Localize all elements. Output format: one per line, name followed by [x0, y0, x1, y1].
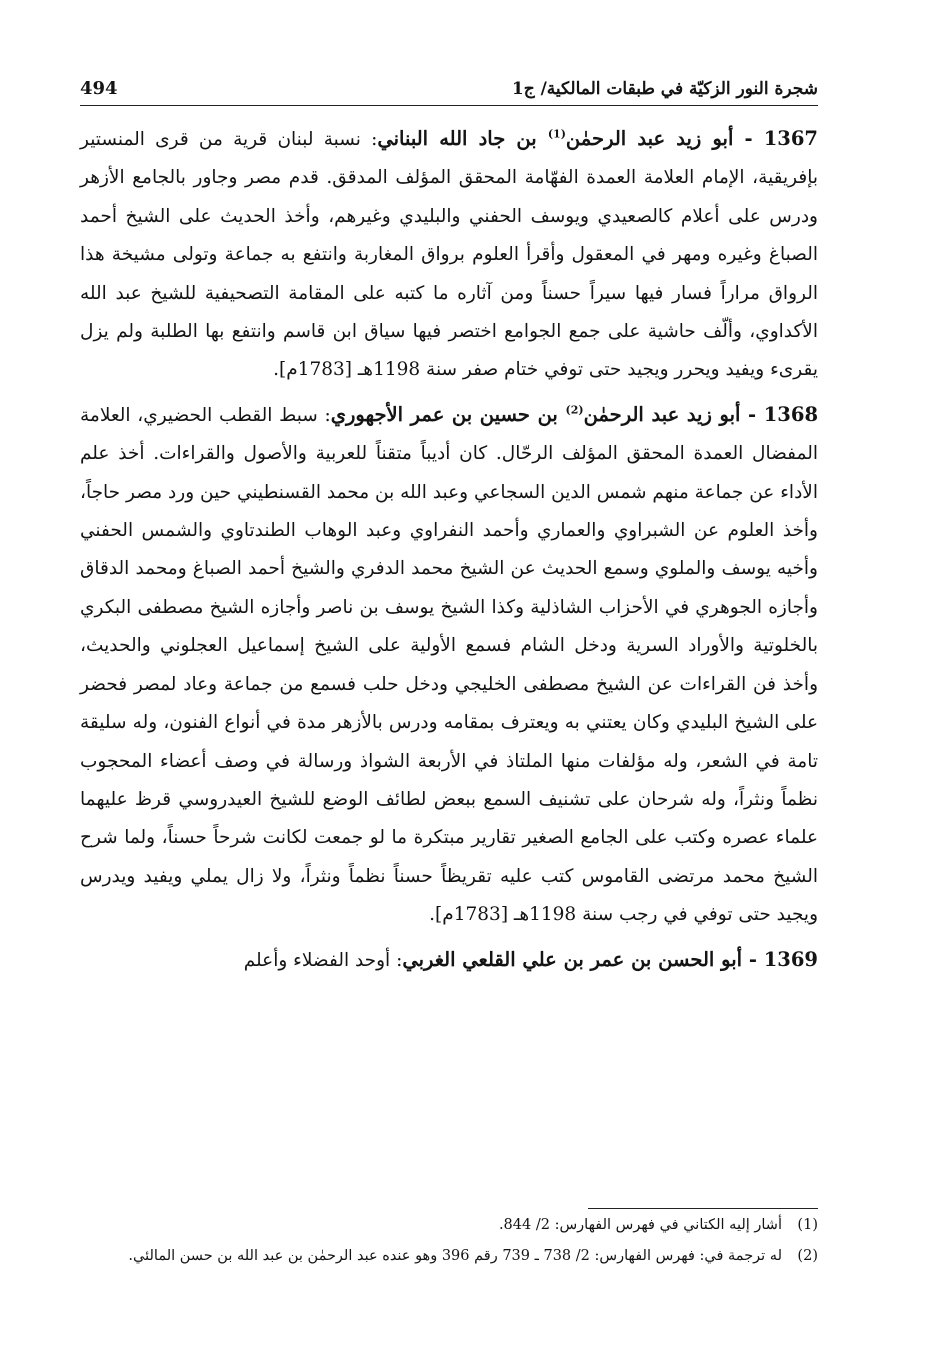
running-header: [80, 78, 818, 106]
entry-text: : أوحد الفضلاء وأعلم: [243, 949, 403, 971]
entry-text: : نسبة لبنان قرية من قرى المنستير بإفريقية، الإمام العلامة العمدة الفهّامة المحقق المؤلف المدقق. قدم مصر وجاور بالجامع الأزهر ودرس على أعلام كالصعيدي ويوسف الحفني والبليدي وغيرهم، وأخذ الحديث على الشيخ أحمد الصباغ وغيره ومهر في المعقول وأقرأ العلوم برواق المغاربة وانتفع به جماعة وتولى مشيخة هذا الرواق مراراً فسار فيها سيراً حسناً ومن آثاره ما كتبه على المقامة التصحيفية للشيخ عبد الله الأكداوي، وألّف حاشية على جمع الجوامع اختصر فيها سياق ابن قاسم وانتفع بها الطلبة ولم يزل يقرىء ويفيد ويحرر ويجيد حتى توفي ختام صفر سنة 1198هـ [1783م].: [80, 129, 818, 381]
footnote-rule: [588, 1208, 818, 1209]
footnote-mark: (2): [797, 1248, 818, 1264]
entry-text: : سبط القطب الحضيري، العلامة المفضال العمدة المحقق المؤلف الرحّال. كان أديباً متقناً للعربية والأصول والقراءات. أخذ علم الأداء عن جماعة منهم شمس الدين السجاعي وعبد الله بن محمد القسنطيني حين ورد مصر حاجاً، وأخذ العلوم عن الشبراوي والعماري وأحمد النفراوي وعبد الوهاب الطندتاوي والشمس الحفني وأخيه يوسف والملوي وسمع الحديث عن الشيخ محمد الدفري والشيخ أحمد الصباغ ومحمد الدقاق وأجازه الجوهري في الأحزاب الشاذلية وكذا الشيخ يوسف بن ناصر وأجازه الشيخ مصطفى البكري بالخلوتية والأوراد السرية ودخل الشام فسمع الأولية على الشيخ إسماعيل العجلوني والحديث، وأخذ فن القراءات عن الشيخ مصطفى الخليجي ودخل حلب فسمع من جماعة وعاد لمصر فحضر على الشيخ البليدي وكان يعتني به ويعترف بمقامه ودرس بالأزهر مدة في أنواع الفنون، وله سليقة تامة في الشعر، وله مؤلفات منها الملتاذ في الأربعة الشواذ ورسالة في وصف أعضاء المحجوب نظماً ونثراً، وله شرحان على تشنيف السمع ببعض لطائف الوضع للشيخ العيدروسي قرظ عليهما علماء عصره وكتب على الجامع الصغير تقارير مبتكرة ما لو جمعت لكانت شرحاً حسناً، ولما شرح الشيخ محمد مرتضى القاموس كتب عليه تقريظاً حسناً نظماً ونثراً، ولا زال يملي ويفيد ويدرس ويجيد حتى توفي في رجب سنة 1198هـ [1783م].: [79, 404, 818, 926]
page-number: 494: [80, 78, 118, 99]
entry-name: أبو زيد عبد الرحمٰن: [583, 402, 741, 426]
entry-1367: [80, 120, 818, 390]
entry-heading: [331, 403, 818, 426]
footnote-2: [80, 1242, 818, 1271]
footnote-ref[interactable]: (1): [547, 127, 566, 141]
entry-name-rest: بن جاد الله البناني: [377, 127, 548, 150]
footnote-mark: (1): [797, 1217, 818, 1233]
footnote-ref[interactable]: (2): [565, 403, 584, 417]
entry-heading: [402, 948, 818, 971]
running-title: شجرة النور الزكيّة في طبقات المالكية/ ج1: [511, 79, 818, 99]
entry-name: أبو زيد عبد الرحمٰن: [565, 127, 734, 150]
entry-1369: [80, 941, 818, 980]
entry-separator: -: [740, 402, 764, 426]
footnotes: [80, 1208, 818, 1271]
footnote-text: له ترجمة في: فهرس الفهارس: 2/ 738 ـ 739 رقم 396 وهو عنده عبد الرحمٰن بن عبد الله بن حسن المالئي.: [128, 1248, 782, 1264]
entry-number: 1369: [763, 947, 818, 971]
entries-body: [80, 120, 818, 980]
entry-number: 1368: [763, 402, 819, 426]
book-page: [80, 78, 818, 986]
footnote-1: [80, 1211, 818, 1240]
entry-separator: -: [733, 127, 764, 150]
entry-1368: [80, 396, 818, 935]
entry-name-rest: بن حسين بن عمر الأجهوري: [330, 402, 566, 426]
entry-separator: -: [742, 947, 764, 971]
footnote-text: أشار إليه الكتاني في فهرس الفهارس: 2/ 844.: [498, 1217, 782, 1233]
entry-name: أبو الحسن بن عمر بن علي القلعي الغربي: [402, 947, 743, 971]
entry-heading: [377, 127, 818, 150]
entry-number: 1367: [763, 127, 818, 150]
